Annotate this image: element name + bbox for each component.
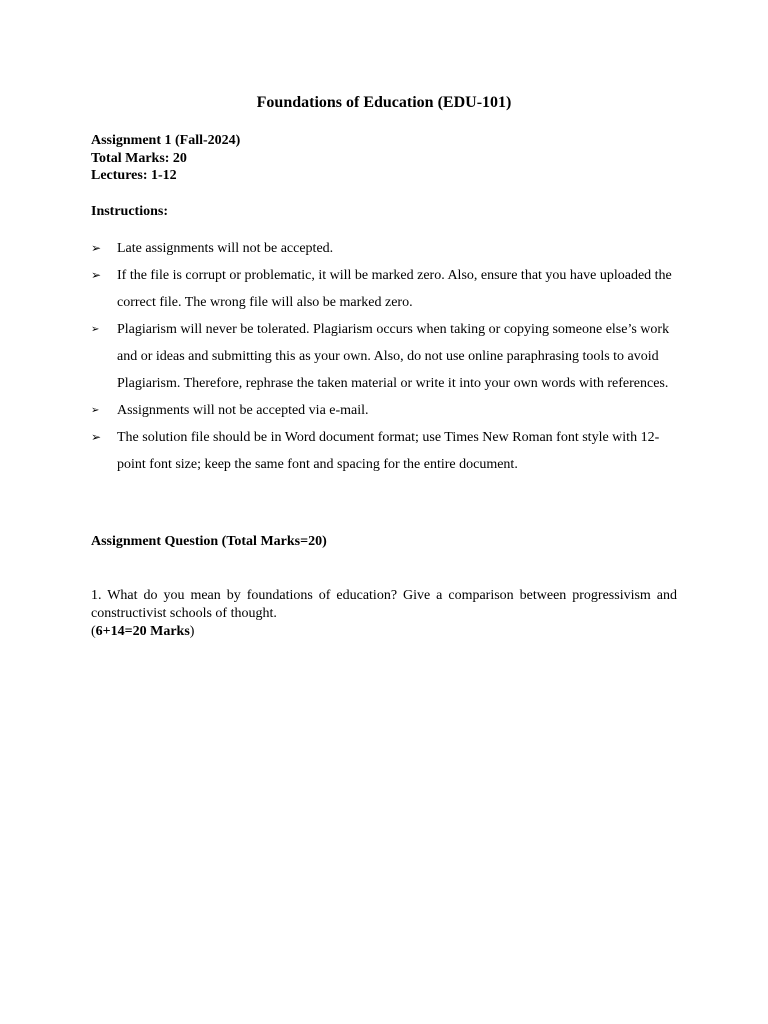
marks-close-paren: )	[189, 624, 195, 639]
arrow-bullet-icon: ➢	[91, 241, 102, 255]
instruction-text: Assignments will not be accepted via e-mail.	[117, 403, 369, 418]
assignment-meta	[91, 132, 240, 185]
instructions-heading: Instructions:	[91, 204, 169, 219]
question-text: 1. What do you mean by foundations of education? Give a comparison between progressivism and constructivist schools of thought.	[91, 588, 677, 621]
marks-value: 6+14=20 Marks	[95, 624, 190, 639]
total-marks: Total Marks: 20	[91, 150, 187, 166]
instruction-text: If the file is corrupt or problematic, it will be marked zero. Also, ensure that you have uploaded the correct file. The wrong file will also be marked zero.	[117, 268, 672, 310]
arrow-bullet-icon: ➢	[91, 324, 100, 335]
arrow-bullet-icon: ➢	[91, 430, 102, 444]
instruction-text: Plagiarism will never be tolerated. Plagiarism occurs when taking or copying someone else’s work and or ideas and submitting this as your own. Also, do not use online paraphrasing tools to avoid Plagiarism. Therefore, rephrase the taken material or write it into your own words with references.	[117, 322, 670, 391]
marks-open-paren: (	[91, 624, 96, 639]
instruction-item	[91, 316, 681, 397]
instruction-item	[91, 397, 681, 424]
question-heading: Assignment Question (Total Marks=20)	[91, 534, 327, 549]
instruction-item	[91, 424, 681, 478]
instruction-text: Late assignments will not be accepted.	[117, 241, 334, 256]
instruction-item	[91, 262, 681, 316]
assignment-name: Assignment 1 (Fall-2024)	[91, 133, 241, 148]
question-marks	[91, 623, 194, 641]
instruction-item	[91, 235, 681, 262]
instruction-text: The solution file should be in Word document format; use Times New Roman font style with 12-point font size; keep the same font and spacing for the entire document.	[117, 430, 660, 472]
instructions-list	[91, 235, 681, 478]
arrow-bullet-icon: ➢	[91, 405, 100, 416]
arrow-bullet-icon: ➢	[91, 268, 102, 282]
document-title: Foundations of Education (EDU-101)	[256, 94, 512, 111]
lectures-range: Lectures: 1-12	[91, 168, 177, 184]
